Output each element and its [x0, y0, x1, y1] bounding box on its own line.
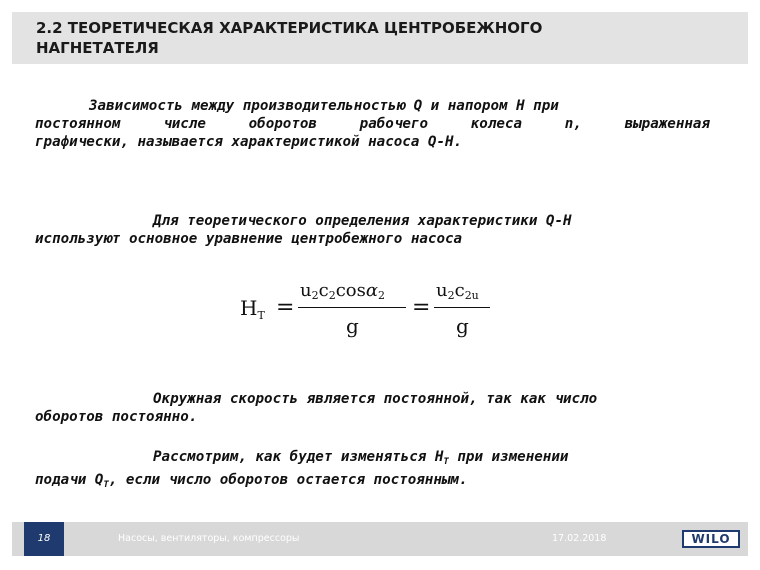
paragraph1-line2: постоянном числе оборотов рабочего колеса n, выраженная	[35, 116, 710, 132]
paragraph4-line1: Рассмотрим, как будет изменяться $H_T$ при изменении	[153, 449, 569, 467]
paragraph3-line1: Окружная скорость является постоянной, так как число	[153, 391, 598, 407]
paragraph2-line2: используют основное уравнение центробежного насоса	[35, 231, 463, 247]
slide-title-line2: НАГНЕТАТЕЛЯ	[36, 39, 159, 57]
slide-title	[36, 18, 736, 58]
pump-equation-formula	[238, 280, 508, 342]
footer-bar	[12, 522, 748, 556]
paragraph-theoretical-determination	[35, 212, 710, 248]
formula-denominator-1: g	[346, 314, 359, 338]
paragraph-consider-change	[35, 448, 710, 494]
formula-equals-1: =	[276, 295, 295, 320]
formula-lhs: $H_T$	[240, 296, 265, 322]
paragraph1-line3: графически, называется характеристикой насоса Q-H.	[35, 134, 463, 150]
footer-date: 17.02.2018	[552, 533, 607, 544]
paragraph3-line2: оборотов постоянно.	[35, 409, 198, 425]
wilo-logo: WILO	[682, 530, 740, 548]
paragraph4-line2: подачи $Q_T$, если число оборотов остается постоянным.	[35, 472, 468, 490]
formula-denominator-2: g	[456, 314, 469, 338]
footer-subject: Насосы, вентиляторы, компрессоры	[118, 533, 300, 544]
paragraph-peripheral-speed	[35, 390, 710, 426]
slide-title-line1: 2.2 ТЕОРЕТИЧЕСКАЯ ХАРАКТЕРИСТИКА ЦЕНТРОБЕЖНОГО	[36, 19, 543, 37]
formula-fraction-bar-1	[298, 307, 406, 308]
paragraph-characteristic-definition	[35, 97, 710, 151]
formula-fraction-bar-2	[434, 307, 490, 308]
page-number: 18	[24, 522, 64, 556]
formula-numerator-1: u2c2cosα2	[300, 280, 385, 302]
paragraph1-line1: Зависимость между производительностью Q и напором H при	[89, 98, 559, 114]
title-bar	[12, 12, 748, 64]
formula-numerator-2: u2c2u	[436, 280, 479, 302]
paragraph2-line1: Для теоретического определения характеристики Q-H	[153, 213, 572, 229]
formula-equals-2: =	[412, 295, 431, 320]
